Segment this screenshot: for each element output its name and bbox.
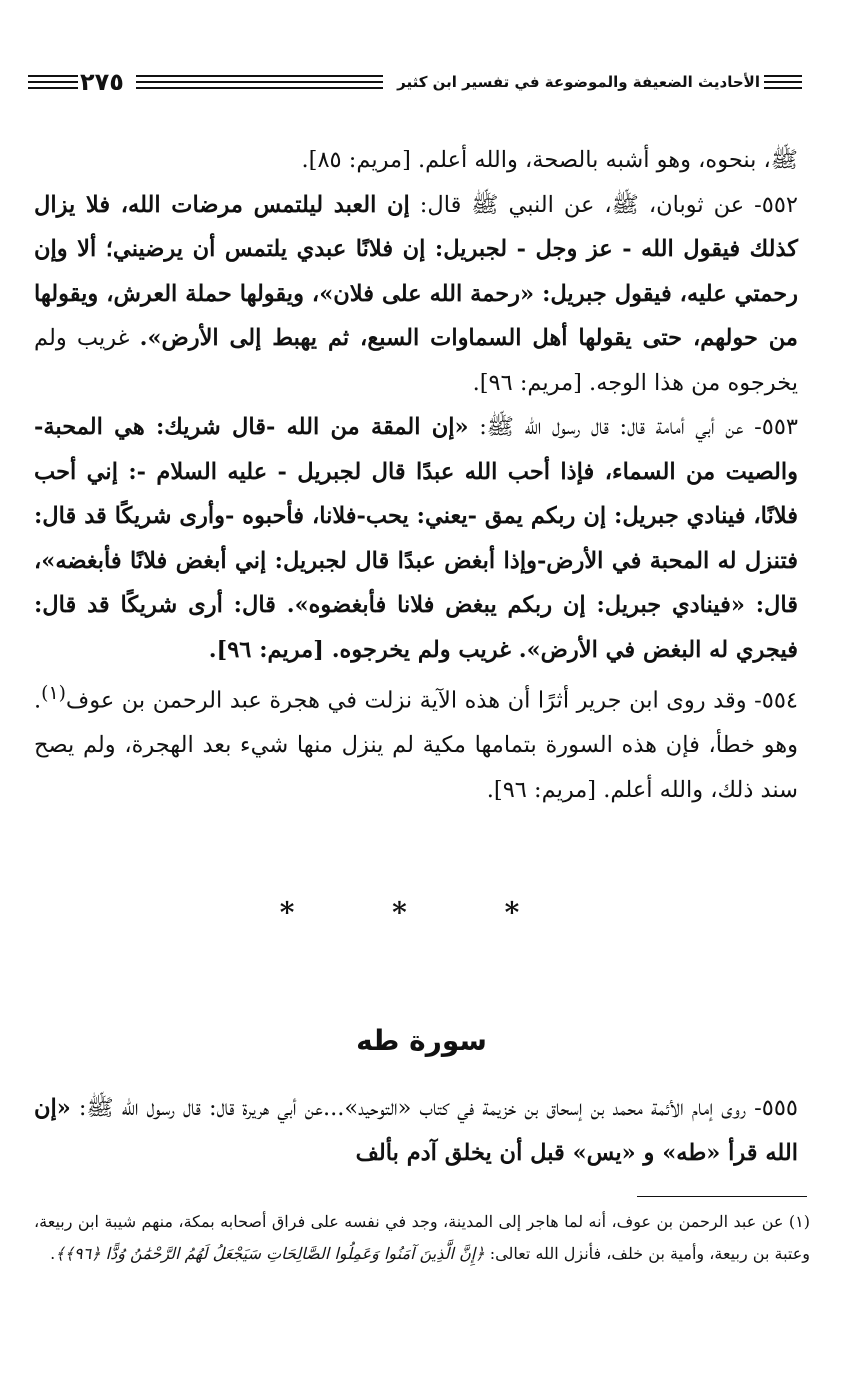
header-rule-right	[764, 75, 802, 89]
paragraph-text: . وهو خطأ، فإن هذه السورة بتمامها مكية لم ينزل منها شيء بعد الهجرة، ولم يصح سند ذلك، والله أعلم. [مريم: ٩٦].	[34, 687, 798, 803]
book-title: الأحاديث الضعيفة والموضوعة في تفسير ابن كثير	[397, 73, 760, 91]
paragraph-text: ٥٥٤- وقد روى ابن جرير أثرًا أن هذه الآية نزلت في هجرة عبد الرحمن بن عوف	[65, 687, 798, 714]
page-number: ٢٧٥	[80, 68, 124, 96]
running-header	[28, 68, 802, 96]
section-separator: * * *	[279, 896, 564, 929]
quran-verse: ﴿إِنَّ الَّذِينَ آمَنُوا وَعَمِلُوا الصَّالِحَاتِ سَيَجْعَلُ لَهُمُ الرَّحْمَٰنُ وُدًّا ﴿٩٦﴾﴾	[55, 1244, 485, 1263]
hadith-text: «إن الله قرأ «طه» و «يس» قبل أن يخلق آدم بألف	[34, 1095, 798, 1166]
hadith-text: إن العبد ليلتمس مرضات الله، فلا يزال كذلك فيقول الله - عز وجل - لجبريل: إن فلانًا عبدي يلتمس أن يرضيني؛ ألا وإن رحمتي عليه، فيقول جبريل: «رحمة الله على فلان»، ويقولها حملة العرش، ويقولها من حولهم، حتى يقولها أهل السماوات السبع، ثم يهبط إلى الأرض».	[34, 191, 798, 351]
paragraph-text: ٥٥٥- روى إمام الأئمة محمد بن إسحاق بن خزيمة في كتاب «التوحيد»...عن أبي هريرة قال: قال رسول الله ﷺ:	[70, 1095, 798, 1121]
footnote-divider	[637, 1196, 807, 1197]
hadith-text: «إن المقة من الله -قال شريك: هي المحبة-والصيت من السماء، فإذا أحب الله عبدًا قال لجبريل - عليه السلام -: إني أحب فلانًا، فينادي جبريل: إن ربكم يمق -يعني: يحب-فلانا، فأحبوه -وأرى شريكًا قد قال: فتنزل له المحبة في الأرض-وإذا أبغض عبدًا قال لجبريل: إني أبغض فلانًا فأبغضه»،	[34, 414, 798, 574]
header-rule-middle	[136, 75, 383, 89]
surah-title: سورة طه	[356, 1024, 487, 1057]
footnotes	[34, 1206, 810, 1270]
header-rule-left	[28, 75, 78, 89]
paragraph-555	[34, 1086, 798, 1175]
paragraph-554	[34, 672, 798, 812]
paragraph-text: ٥٥٣- عن أبي أمامة قال: قال رسول الله ﷺ:	[468, 414, 799, 440]
paragraph-text: ﷺ، بنحوه، وهو أشبه بالصحة، والله أعلم. [مريم: ٨٥].	[301, 147, 798, 173]
footnote-marker[interactable]: (١)	[41, 683, 66, 704]
paragraph-continuation	[34, 138, 798, 183]
footnote-1	[34, 1206, 810, 1270]
hadith-text: قال: «فينادي جبريل: إن ربكم يبغض فلانا فأبغضوه». قال: أرى شريكًا قد قال: فيجري له البغض في الأرض». غريب ولم يخرجوه. [مريم: ٩٦].	[34, 592, 798, 663]
paragraph-552	[34, 183, 798, 406]
main-text	[34, 138, 798, 812]
footnote-text: (١) عن عبد الرحمن بن عوف، أنه لما هاجر إلى المدينة، وجد في نفسه على فراق أصحابه بمكة، منهم شيبة ابن ربيعة، وعتبة بن ربيعة، وأمية بن خلف، فأنزل الله تعالى:	[34, 1212, 810, 1263]
paragraph-553	[34, 405, 798, 672]
paragraph-text: غريب ولم يخرجوه من هذا الوجه. [مريم: ٩٦].	[34, 325, 798, 396]
paragraph-text: ٥٥٢- عن ثوبان، ﷺ، عن النبي ﷺ قال:	[409, 191, 798, 218]
main-text-continued	[34, 1086, 798, 1175]
footnote-end: .	[50, 1244, 56, 1263]
